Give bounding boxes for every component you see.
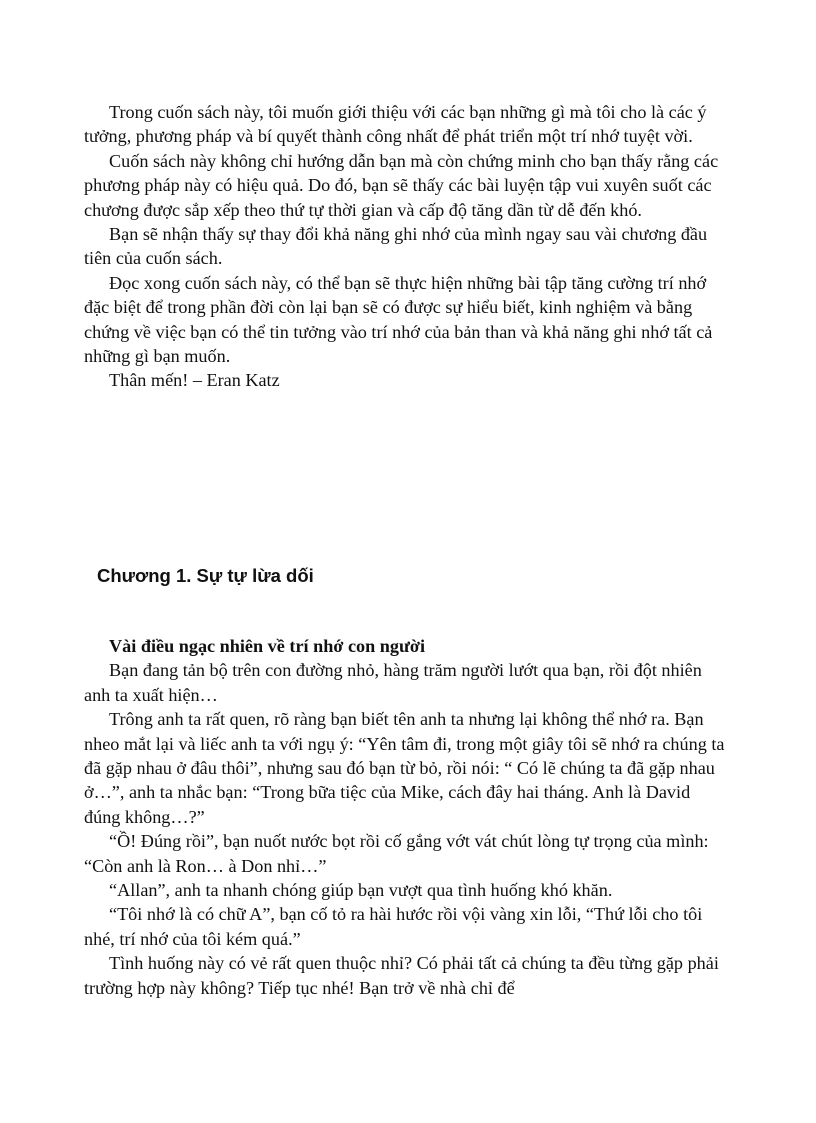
- chapter-paragraph-6: Tình huống này có vẻ rất quen thuộc nhỉ? Có phải tất cả chúng ta đều từng gặp phải trường hợp này không? Tiếp tục nhé! Bạn trở về nhà chỉ để: [84, 953, 719, 998]
- chapter-paragraph-3: “Ồ! Đúng rồi”, bạn nuốt nước bọt rồi cố gắng vớt vát chút lòng tự trọng của mình: “Còn anh là Ron… à Don nhỉ…”: [84, 831, 709, 876]
- chapter-paragraph-5: “Tôi nhớ là có chữ A”, bạn cố tỏ ra hài hước rồi vội vàng xin lỗi, “Thứ lỗi cho tôi nhé, trí nhớ của tôi kém quá.”: [84, 904, 703, 949]
- chapter-paragraph-1: Bạn đang tản bộ trên con đường nhỏ, hàng trăm người lướt qua bạn, rồi đột nhiên anh ta xuất hiện…: [84, 660, 702, 705]
- section-subheading: Vài điều ngạc nhiên về trí nhớ con người: [109, 636, 426, 656]
- intro-paragraph-4: Đọc xong cuốn sách này, có thể bạn sẽ thực hiện những bài tập tăng cường trí nhớ đặc biệt để trong phần đời còn lại bạn sẽ có được sự hiểu biết, kinh nghiệm và bằng chứng về việc bạn có thể tin tưởng vào trí nhớ của bản than và khả năng ghi nhớ tất cả những gì bạn muốn.: [84, 272, 713, 367]
- intro-signature: Thân mến! – Eran Katz: [109, 370, 280, 391]
- chapter-paragraph-2: Trông anh ta rất quen, rõ ràng bạn biết tên anh ta nhưng lại không thể nhớ ra. Bạn nheo mắt lại và liếc anh ta với ngụ ý: “Yên tâm đi, trong một giây tôi sẽ nhớ ra chúng ta đã gặp nhau ở đâu thôi”, nhưng sau đó bạn từ bỏ, rồi nói: “ Có lẽ chúng ta đã gặp nhau ở…”, anh ta nhắc bạn: “Trong bữa tiệc của Mike, cách đây hai tháng. Anh là David đúng không…?”: [84, 709, 725, 827]
- intro-paragraph-1: Trong cuốn sách này, tôi muốn giới thiệu với các bạn những gì mà tôi cho là các ý tưởng, phương pháp và bí quyết thành công nhất để phát triển một trí nhớ tuyệt vời.: [84, 102, 707, 147]
- chapter-text-block: [84, 634, 730, 1000]
- intro-text-block: [84, 100, 730, 393]
- intro-paragraph-2: Cuốn sách này không chỉ hướng dẫn bạn mà còn chứng minh cho bạn thấy rằng các phương pháp này có hiệu quả. Do đó, bạn sẽ thấy các bài luyện tập vui xuyên suốt các chương được sắp xếp theo thứ tự thời gian và cấp độ tăng dần từ dễ đến khó.: [84, 150, 719, 220]
- chapter-paragraph-4: “Allan”, anh ta nhanh chóng giúp bạn vượt qua tình huống khó khăn.: [109, 880, 613, 901]
- chapter-title: Chương 1. Sự tự lừa dối: [97, 565, 314, 586]
- intro-paragraph-3: Bạn sẽ nhận thấy sự thay đổi khả năng ghi nhớ của mình ngay sau vài chương đầu tiên của cuốn sách.: [84, 224, 708, 269]
